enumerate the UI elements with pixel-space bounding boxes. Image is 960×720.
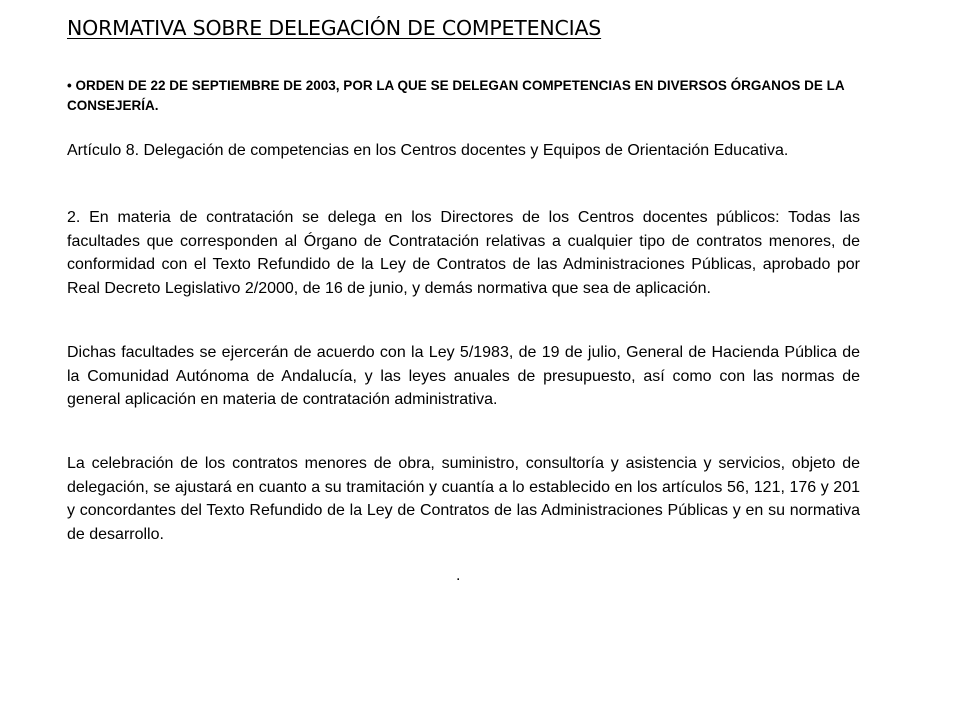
trailing-period: . — [456, 567, 461, 584]
article-paragraph: Artículo 8. Delegación de competencias en los Centros docentes y Equipos de Orientación Educativa. — [67, 142, 789, 159]
minor-contracts-paragraph: La celebración de los contratos menores de obra, suministro, consultoría y asistencia y servicios, objeto de delegación, se ajustará en cuanto a su tramitación y cuantía a lo establecido en los artículos 56, 121, 176 y 201 y concordantes del Texto Refundido de la Ley de Contratos de las Administraciones Públicas y en su normativa de desarrollo. — [67, 455, 860, 543]
page-title: NORMATIVA SOBRE DELEGACIÓN DE COMPETENCIAS — [67, 16, 602, 40]
contracting-paragraph: 2. En materia de contratación se delega en los Directores de los Centros docentes públicos: Todas las facultades que corresponden al Órgano de Contratación relativas a cualquier tipo de contratos menores, de conformidad con el Texto Refundido de la Ley de Contratos de las Administraciones Públicas, aprobado por Real Decreto Legislativo 2/2000, de 16 de junio, y demás normativa que sea de aplicación. — [67, 209, 860, 297]
faculties-paragraph: Dichas facultades se ejercerán de acuerdo con la Ley 5/1983, de 19 de julio, General de Hacienda Pública de la Comunidad Autónoma de Andalucía, y las leyes anuales de presupuesto, así como con las normas de general aplicación en materia de contratación administrativa. — [67, 344, 860, 408]
order-heading: • ORDEN DE 22 DE SEPTIEMBRE DE 2003, POR LA QUE SE DELEGAN COMPETENCIAS EN DIVERSOS ÓRGANOS DE LA CONSEJERÍA. — [67, 78, 845, 113]
